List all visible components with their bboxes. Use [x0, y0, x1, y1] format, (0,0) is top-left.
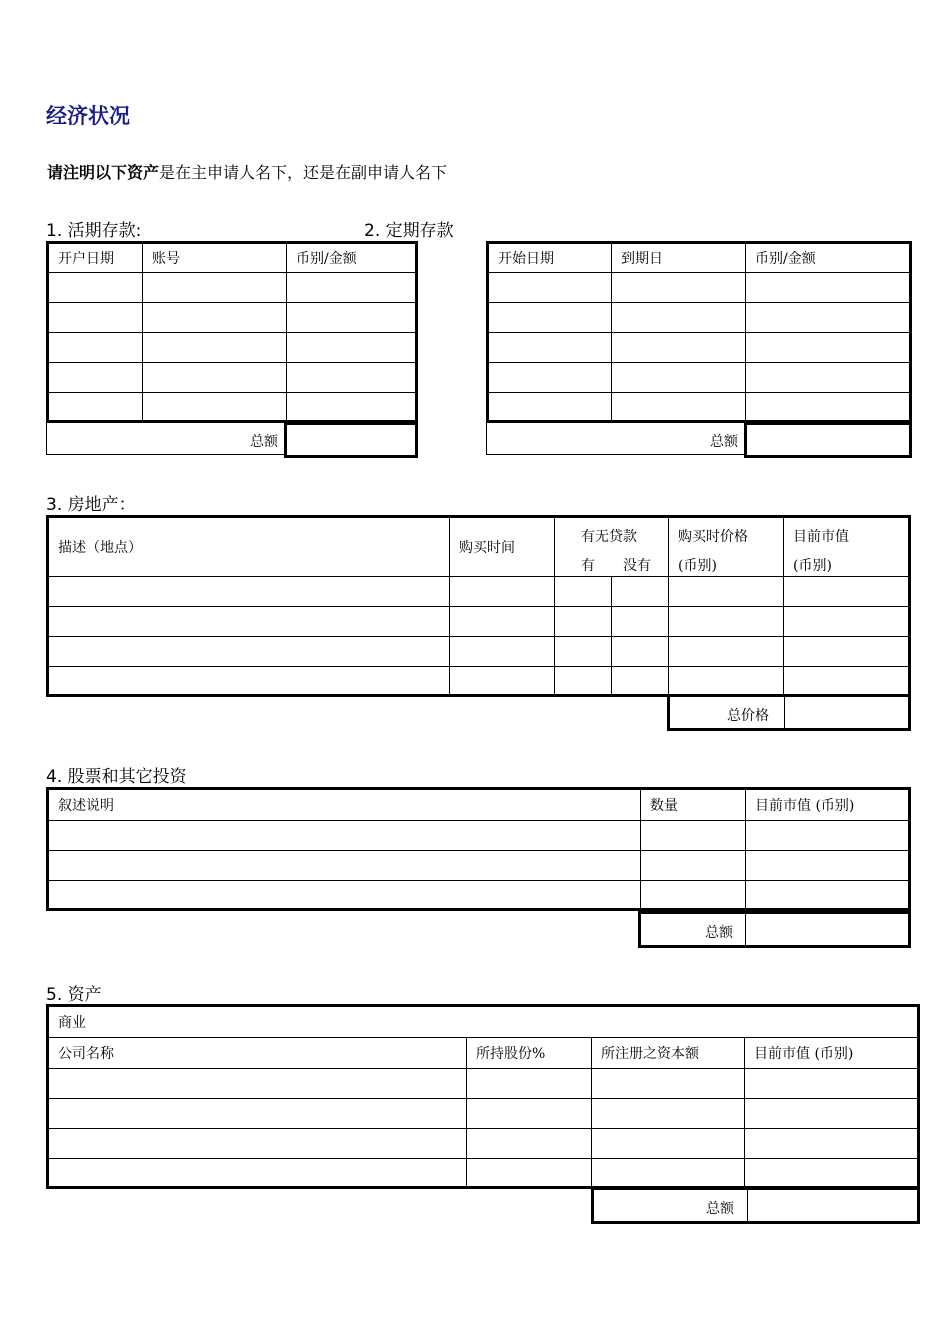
input-cell[interactable]: [467, 1129, 592, 1159]
input-cell[interactable]: [48, 607, 450, 637]
header-description: 叙述说明: [48, 789, 641, 821]
total-price-row: [667, 694, 911, 731]
header-currency-amount: 币别/金额: [746, 243, 911, 273]
header-current-value: 目前市值 (币别): [745, 1038, 919, 1069]
header-value-unit: (币别): [793, 558, 832, 574]
divider: [747, 1190, 748, 1221]
input-cell[interactable]: [450, 577, 555, 607]
section-3-label: 3. 房地产：: [46, 495, 136, 515]
input-cell[interactable]: [467, 1069, 592, 1099]
input-cell[interactable]: [669, 607, 784, 637]
header-loan-label: 有无贷款: [581, 529, 637, 545]
header-quantity: 数量: [641, 789, 746, 821]
input-cell[interactable]: [784, 637, 910, 667]
stocks-table: [46, 787, 911, 911]
total-value-box[interactable]: [744, 422, 912, 458]
input-cell[interactable]: [746, 881, 910, 910]
input-cell[interactable]: [669, 577, 784, 607]
input-cell[interactable]: [641, 881, 746, 910]
header-value-label: 目前市值: [793, 529, 849, 545]
input-cell[interactable]: [48, 1069, 467, 1099]
section-1-label: 1. 活期存款:: [46, 221, 142, 241]
input-cell[interactable]: [592, 1159, 745, 1188]
loan-yes-cell[interactable]: [555, 637, 612, 667]
input-cell[interactable]: [48, 333, 143, 363]
header-open-date: 开户日期: [48, 243, 143, 273]
group-business: 商业: [48, 1006, 919, 1038]
input-cell[interactable]: [746, 303, 911, 333]
input-cell[interactable]: [143, 273, 287, 303]
input-cell[interactable]: [746, 821, 910, 851]
demand-deposit-table: [46, 241, 418, 423]
total-label: 总额: [705, 925, 733, 941]
input-cell[interactable]: [48, 881, 641, 910]
header-current-value: 目前市值 (币别): [746, 789, 910, 821]
section-5-label: 5. 资产: [46, 985, 102, 1005]
input-cell[interactable]: [745, 1129, 919, 1159]
input-cell[interactable]: [287, 363, 417, 393]
input-cell[interactable]: [450, 607, 555, 637]
header-purchase-time: 购买时间: [450, 517, 555, 577]
input-cell[interactable]: [746, 393, 911, 422]
input-cell[interactable]: [745, 1159, 919, 1188]
input-cell[interactable]: [488, 273, 612, 303]
input-cell[interactable]: [669, 667, 784, 696]
input-cell[interactable]: [745, 1099, 919, 1129]
header-currency-amount: 币别/金额: [287, 243, 417, 273]
header-current-value: [784, 517, 910, 577]
input-cell[interactable]: [746, 333, 911, 363]
loan-yes-cell[interactable]: [555, 667, 612, 696]
intro-rest: 是在主申请人名下，还是在副申请人名下: [159, 163, 448, 182]
total-row: [638, 911, 911, 948]
header-price-unit: (币别): [678, 558, 717, 574]
input-cell[interactable]: [592, 1099, 745, 1129]
input-cell[interactable]: [48, 1159, 467, 1188]
total-label: 总额: [710, 434, 738, 450]
total-label: 总额: [250, 434, 278, 450]
input-cell[interactable]: [641, 821, 746, 851]
header-loan: [555, 517, 669, 577]
header-registered-capital: 所注册之资本额: [592, 1038, 745, 1069]
input-cell[interactable]: [48, 1129, 467, 1159]
intro-bold: 请注明以下资产: [47, 163, 160, 182]
input-cell[interactable]: [746, 363, 911, 393]
input-cell[interactable]: [488, 393, 612, 422]
header-loan-yes: 有: [581, 558, 595, 574]
input-cell[interactable]: [48, 1099, 467, 1129]
input-cell[interactable]: [592, 1129, 745, 1159]
loan-no-cell[interactable]: [612, 607, 669, 637]
business-assets-table: [46, 1004, 920, 1189]
input-cell[interactable]: [669, 637, 784, 667]
section-2-label: 2. 定期存款: [364, 221, 454, 241]
header-description: 描述（地点）: [48, 517, 450, 577]
total-label-box: [486, 422, 746, 455]
input-cell[interactable]: [746, 273, 911, 303]
input-cell[interactable]: [612, 273, 746, 303]
input-cell[interactable]: [48, 303, 143, 333]
input-cell[interactable]: [48, 821, 641, 851]
loan-no-cell[interactable]: [612, 577, 669, 607]
total-label-box: [46, 422, 286, 455]
input-cell[interactable]: [450, 667, 555, 696]
input-cell[interactable]: [592, 1069, 745, 1099]
input-cell[interactable]: [287, 303, 417, 333]
input-cell[interactable]: [467, 1099, 592, 1129]
input-cell[interactable]: [143, 333, 287, 363]
header-purchase-price: [669, 517, 784, 577]
input-cell[interactable]: [48, 273, 143, 303]
input-cell[interactable]: [48, 851, 641, 881]
input-cell[interactable]: [746, 851, 910, 881]
header-shareholding: 所持股份%: [467, 1038, 592, 1069]
divider: [745, 914, 746, 945]
page-title: 经济状况: [46, 104, 130, 128]
total-price-label: 总价格: [727, 708, 769, 724]
section-4-label: 4. 股票和其它投资: [46, 767, 187, 787]
loan-yes-cell[interactable]: [555, 607, 612, 637]
input-cell[interactable]: [48, 393, 143, 422]
real-estate-table: [46, 515, 911, 697]
input-cell[interactable]: [287, 333, 417, 363]
input-cell[interactable]: [488, 333, 612, 363]
input-cell[interactable]: [143, 393, 287, 422]
input-cell[interactable]: [467, 1159, 592, 1188]
input-cell[interactable]: [48, 667, 450, 696]
input-cell[interactable]: [612, 303, 746, 333]
loan-no-cell[interactable]: [612, 667, 669, 696]
total-row: [591, 1187, 920, 1224]
header-price-label: 购买时价格: [678, 529, 748, 545]
input-cell[interactable]: [641, 851, 746, 881]
input-cell[interactable]: [287, 273, 417, 303]
total-label: 总额: [706, 1201, 734, 1217]
input-cell[interactable]: [784, 577, 910, 607]
input-cell[interactable]: [612, 363, 746, 393]
input-cell[interactable]: [48, 637, 450, 667]
input-cell[interactable]: [612, 393, 746, 422]
loan-no-cell[interactable]: [612, 637, 669, 667]
input-cell[interactable]: [784, 667, 910, 696]
input-cell[interactable]: [450, 637, 555, 667]
time-deposit-table: [486, 241, 912, 423]
input-cell[interactable]: [612, 333, 746, 363]
header-loan-no: 没有: [623, 558, 651, 574]
header-account: 账号: [143, 243, 287, 273]
total-value-box[interactable]: [284, 422, 418, 458]
header-maturity-date: 到期日: [612, 243, 746, 273]
header-start-date: 开始日期: [488, 243, 612, 273]
input-cell[interactable]: [745, 1069, 919, 1099]
header-company-name: 公司名称: [48, 1038, 467, 1069]
divider: [784, 697, 785, 728]
input-cell[interactable]: [488, 363, 612, 393]
intro-text: [47, 160, 447, 183]
input-cell[interactable]: [143, 303, 287, 333]
loan-yes-cell[interactable]: [555, 577, 612, 607]
input-cell[interactable]: [48, 363, 143, 393]
input-cell[interactable]: [784, 607, 910, 637]
input-cell[interactable]: [488, 303, 612, 333]
input-cell[interactable]: [48, 577, 450, 607]
input-cell[interactable]: [287, 393, 417, 422]
input-cell[interactable]: [143, 363, 287, 393]
